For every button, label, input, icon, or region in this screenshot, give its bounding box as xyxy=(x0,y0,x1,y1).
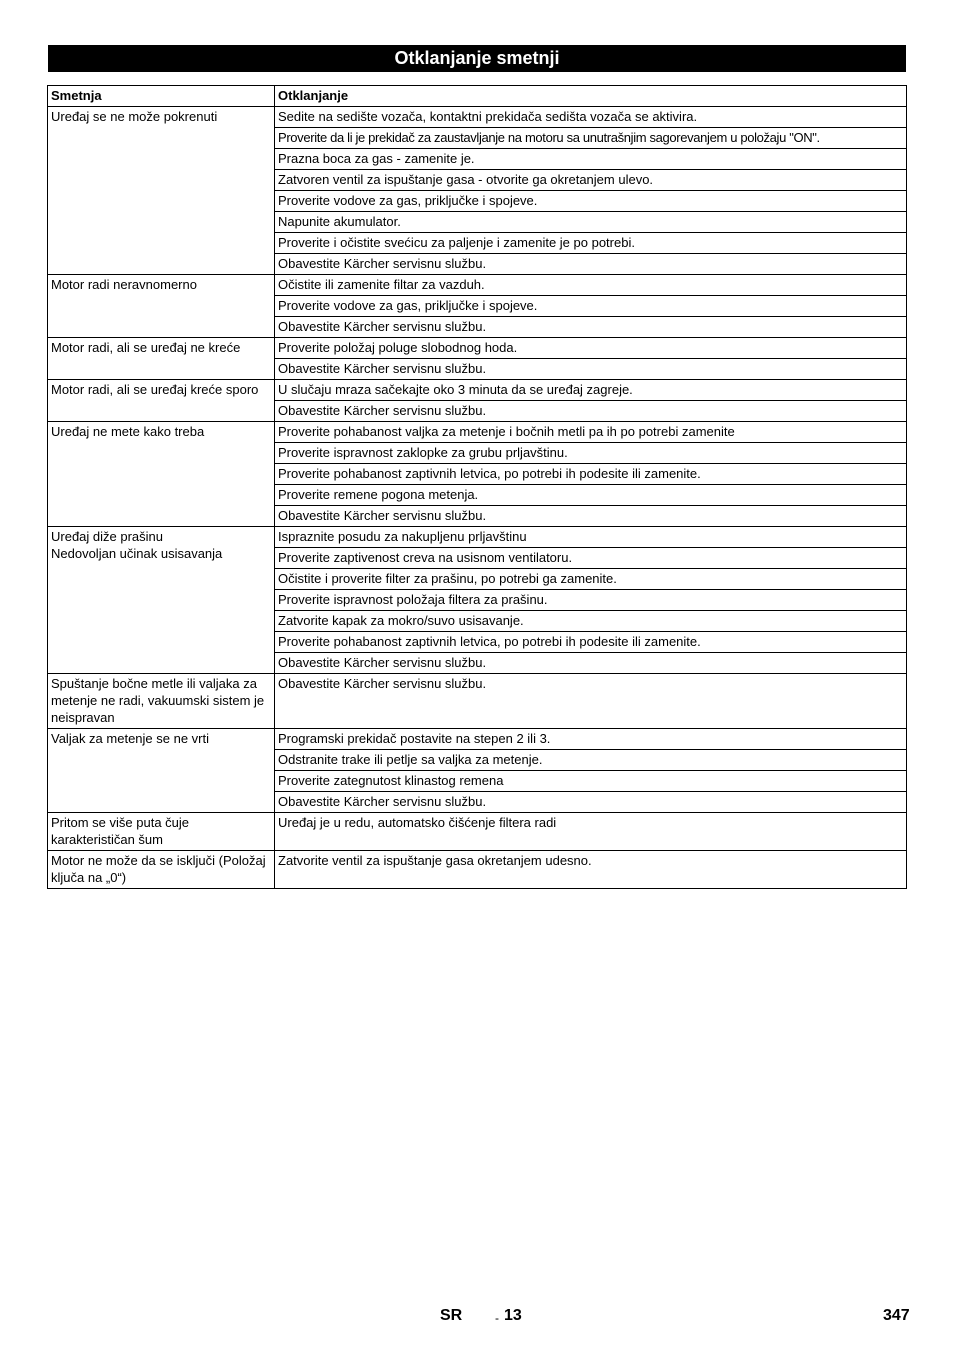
column-header-fault: Smetnja xyxy=(48,86,275,107)
remedy-cell: Proverite zategnutost klinastog remena xyxy=(275,771,907,792)
remedy-cell: Proverite pohabanost zaptivnih letvica, po potrebi ih podesite ili zamenite. xyxy=(275,632,907,653)
remedy-cell: Sedite na sedište vozača, kontaktni prekidača sedišta vozača se aktivira. xyxy=(275,107,907,128)
remedy-cell: Proverite vodove za gas, priključke i spojeve. xyxy=(275,191,907,212)
footer-section-page: 13 xyxy=(504,1307,522,1324)
table-row xyxy=(48,422,907,443)
footer-language: SR xyxy=(440,1307,463,1324)
table-row xyxy=(48,107,907,128)
remedy-cell: Proverite zaptivenost creva na usisnom ventilatoru. xyxy=(275,548,907,569)
footer-dash: - xyxy=(495,1311,499,1325)
table-row xyxy=(48,813,907,851)
table-row xyxy=(48,338,907,359)
remedy-cell: Proverite i očistite svećicu za paljenje i zamenite je po potrebi. xyxy=(275,233,907,254)
table-row xyxy=(48,527,907,548)
remedy-cell: Proverite vodove za gas, priključke i spojeve. xyxy=(275,296,907,317)
remedy-cell: Uređaj je u redu, automatsko čišćenje filtera radi xyxy=(275,813,907,851)
remedy-cell: Obavestite Kärcher servisnu službu. xyxy=(275,401,907,422)
fault-cell: Motor radi neravnomerno xyxy=(48,275,275,338)
fault-cell: Spuštanje bočne metle ili valjaka za metenje ne radi, vakuumski sistem je neispravan xyxy=(48,674,275,729)
remedy-cell: Obavestite Kärcher servisnu službu. xyxy=(275,506,907,527)
remedy-cell: Ispraznite posudu za nakupljenu prljavštinu xyxy=(275,527,907,548)
remedy-cell: Zatvorite kapak za mokro/suvo usisavanje. xyxy=(275,611,907,632)
column-header-remedy: Otklanjanje xyxy=(275,86,907,107)
remedy-cell: Proverite ispravnost položaja filtera za prašinu. xyxy=(275,590,907,611)
fault-cell: Motor ne može da se isključi (Položaj ključa na „0“) xyxy=(48,851,275,889)
table-row xyxy=(48,380,907,401)
fault-cell: Motor radi, ali se uređaj kreće sporo xyxy=(48,380,275,422)
fault-cell: Valjak za metenje se ne vrti xyxy=(48,729,275,813)
footer-page-number: 347 xyxy=(883,1307,910,1324)
remedy-cell: Proverite ispravnost zaklopke za grubu prljavštinu. xyxy=(275,443,907,464)
table-header-row xyxy=(48,86,907,107)
remedy-cell: Proverite pohabanost valjka za metenje i bočnih metli pa ih po potrebi zamenite xyxy=(275,422,907,443)
table-row xyxy=(48,275,907,296)
remedy-cell: Proverite da li je prekidač za zaustavljanje na motoru sa unutrašnjim sagorevanjem u položaju "ON". xyxy=(275,128,907,149)
remedy-cell: Obavestite Kärcher servisnu službu. xyxy=(275,674,907,729)
remedy-cell: Proverite položaj poluge slobodnog hoda. xyxy=(275,338,907,359)
fault-cell: Uređaj se ne može pokrenuti xyxy=(48,107,275,275)
remedy-cell: Zatvoren ventil za ispuštanje gasa - otvorite ga okretanjem ulevo. xyxy=(275,170,907,191)
remedy-cell: Obavestite Kärcher servisnu službu. xyxy=(275,792,907,813)
fault-cell: Uređaj ne mete kako treba xyxy=(48,422,275,527)
remedy-cell: Obavestite Kärcher servisnu službu. xyxy=(275,254,907,275)
remedy-cell: Programski prekidač postavite na stepen 2 ili 3. xyxy=(275,729,907,750)
fault-cell: Pritom se više puta čuje karakterističan šum xyxy=(48,813,275,851)
remedy-cell: Odstranite trake ili petlje sa valjka za metenje. xyxy=(275,750,907,771)
table-row xyxy=(48,851,907,889)
remedy-cell: Prazna boca za gas - zamenite je. xyxy=(275,149,907,170)
remedy-cell: Očistite i proverite filter za prašinu, po potrebi ga zamenite. xyxy=(275,569,907,590)
troubleshooting-table xyxy=(47,85,907,889)
remedy-cell: Proverite remene pogona metenja. xyxy=(275,485,907,506)
remedy-cell: Napunite akumulator. xyxy=(275,212,907,233)
table-row xyxy=(48,729,907,750)
remedy-cell: Zatvorite ventil za ispuštanje gasa okretanjem udesno. xyxy=(275,851,907,889)
fault-cell: Motor radi, ali se uređaj ne kreće xyxy=(48,338,275,380)
remedy-cell: Obavestite Kärcher servisnu službu. xyxy=(275,653,907,674)
fault-cell: Uređaj diže prašinu Nedovoljan učinak usisavanja xyxy=(48,527,275,674)
remedy-cell: Proverite pohabanost zaptivnih letvica, po potrebi ih podesite ili zamenite. xyxy=(275,464,907,485)
page-title: Otklanjanje smetnji xyxy=(48,45,906,72)
remedy-cell: U slučaju mraza sačekajte oko 3 minuta da se uređaj zagreje. xyxy=(275,380,907,401)
table-row xyxy=(48,674,907,729)
remedy-cell: Obavestite Kärcher servisnu službu. xyxy=(275,359,907,380)
remedy-cell: Obavestite Kärcher servisnu službu. xyxy=(275,317,907,338)
remedy-cell: Očistite ili zamenite filtar za vazduh. xyxy=(275,275,907,296)
